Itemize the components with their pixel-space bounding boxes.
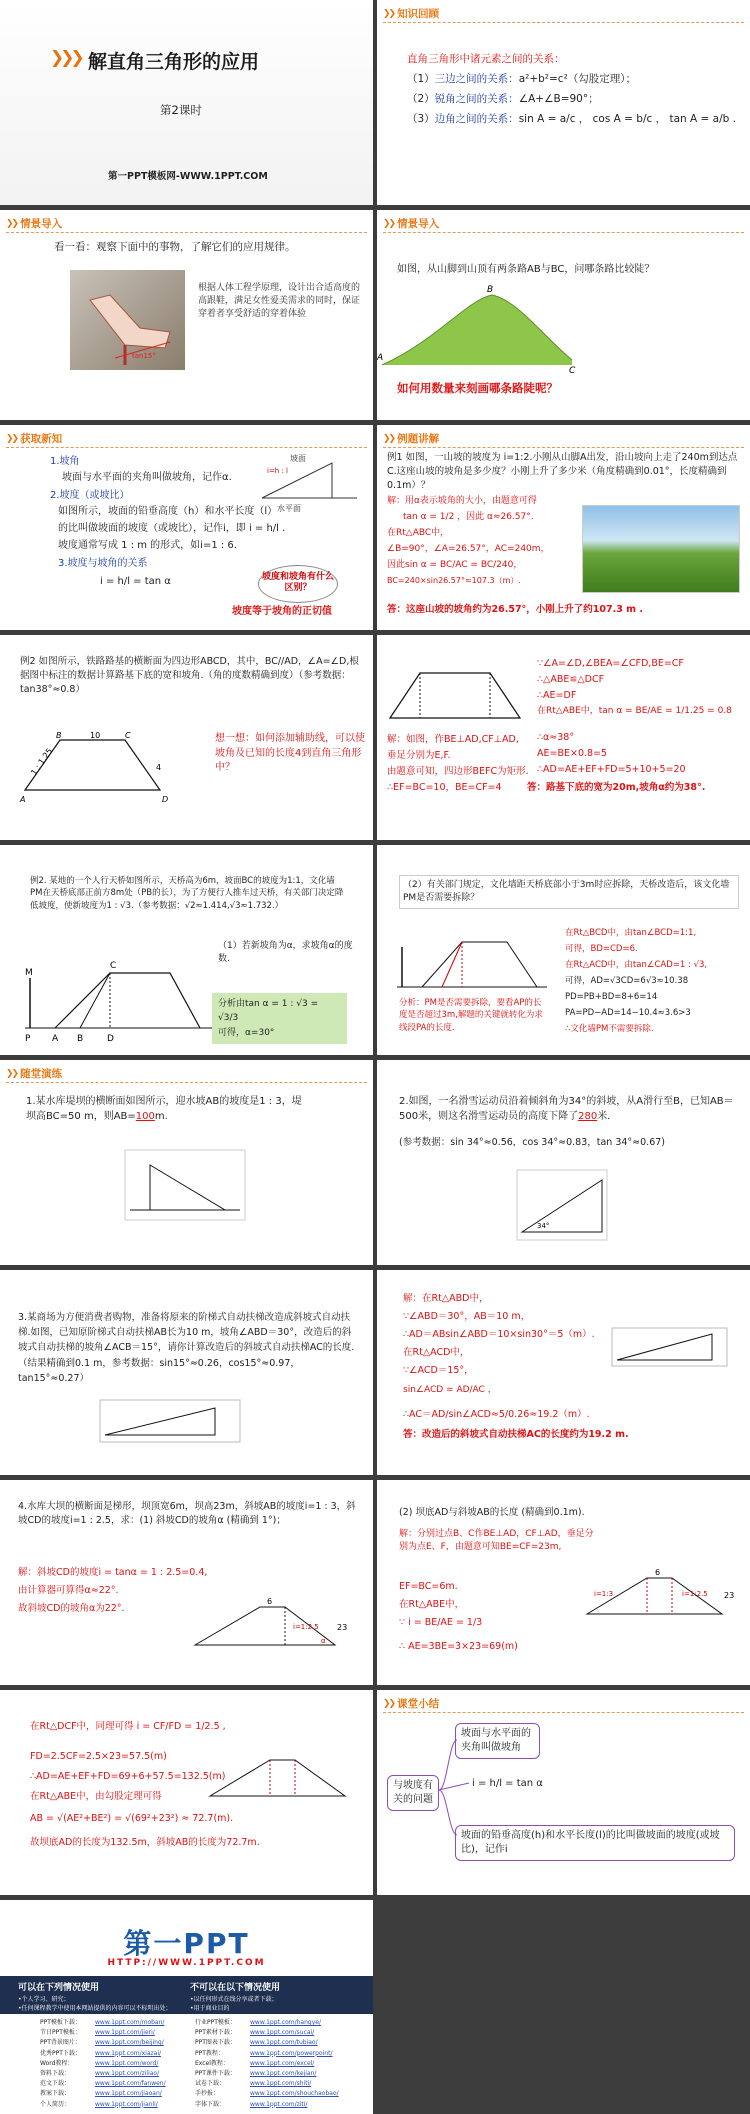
empty-panel — [377, 1900, 750, 2114]
point-c: C — [569, 366, 576, 376]
answer-4: ∵ i = BE/AE = 1/3 — [399, 1617, 483, 1628]
label-i: i=1:2.5 — [293, 1623, 319, 1631]
chevron-arrows-icon: ❯❯❯ — [50, 48, 81, 68]
summary-node-angle: 坡面与水平面的夹角叫做坡角 — [455, 1723, 540, 1759]
link-label: Excel教程： — [195, 2059, 229, 2067]
relation-1: （1）三边之间的关系：a²+b²=c²（勾股定理）； — [407, 73, 637, 85]
label-top: 10 — [90, 731, 101, 740]
slide-practice-4-part2 — [377, 1480, 750, 1685]
section-header: ❯❯ 随堂演练 — [6, 1068, 63, 1080]
slide-practice-4-part3 — [0, 1690, 373, 1895]
label-horizontal: 水平面 — [277, 504, 301, 513]
topic-3-formula: i = h/l = tan α — [100, 576, 171, 587]
link-label: PPT教程： — [195, 2049, 224, 2057]
slide-review — [377, 0, 750, 205]
label-alpha: α — [321, 1637, 326, 1645]
resource-link[interactable]: www.1ppt.com/tubiao/ — [250, 2039, 318, 2047]
slide-example-2-solution — [377, 635, 750, 840]
topic-1-desc: 坡面与水平面的夹角叫做坡角，记作α. — [62, 472, 232, 483]
resource-link[interactable]: www.1ppt.com/xiazai/ — [95, 2049, 162, 2057]
step-5: ∵∠ACD＝15°， — [403, 1365, 474, 1376]
slide-practice-2 — [377, 1060, 750, 1265]
logo-text: 第一PPT — [123, 1927, 250, 1960]
divider — [383, 1712, 744, 1713]
point-c: C — [110, 961, 117, 971]
section-header: ❯❯ 获取新知 — [6, 433, 63, 445]
chevron-icon: ❯❯ — [383, 8, 395, 19]
divider — [6, 232, 367, 233]
link-label: PPT图表下载： — [195, 2039, 236, 2047]
relation-2: （2）锐角之间的关系：∠A+∠B=90°； — [407, 93, 599, 105]
topic-2-desc-1: 如图所示，坡面的铅垂高度（h）和水平长度（l） — [58, 506, 278, 517]
step-2: ∵∠ABD＝30°，AB＝10 m， — [403, 1311, 531, 1322]
resource-link[interactable]: www.1ppt.com/beijing/ — [95, 2039, 164, 2047]
label-slope: 坡面 — [290, 454, 306, 463]
step-5: AB = √(AE²+BE²) = √(69²+23²) ≈ 72.7(m). — [30, 1813, 234, 1824]
trapezoid-diagram — [20, 730, 180, 810]
resource-link[interactable]: www.1ppt.com/ziti/ — [250, 2100, 308, 2108]
summary-node-formula: i = h/l = tan α — [472, 1778, 543, 1789]
slide-practice-3 — [0, 1270, 373, 1475]
answer: 答：改造后的斜坡式自动扶梯AC的长度约为19.2 m. — [403, 1429, 629, 1440]
cannot-use-heading: 不可以在以下情况使用 — [190, 1983, 281, 1993]
answer-2: EF=BC=6m. — [399, 1581, 458, 1592]
divider — [6, 1082, 367, 1083]
footer-text: 第一PPT模板网-WWW.1PPT.COM — [108, 171, 268, 182]
label-slope: 1 : 1.25 — [29, 746, 55, 777]
question-2: 如何用数量来刻画哪条路陡呢？ — [397, 381, 558, 395]
section-header: ❯❯ 情景导入 — [383, 218, 440, 230]
link-row — [40, 2018, 360, 2028]
link-row — [40, 2059, 360, 2069]
question: 2.如图，一名滑雪运动员沿着倾斜角为34°的斜坡，从A滑行至B，已知AB＝500米，则这名滑雪运动员的高度下降了280米． — [399, 1096, 734, 1122]
chevron-icon: ❯❯ — [383, 433, 395, 444]
point-p: P — [25, 1034, 31, 1044]
question: 4.水库大坝的横断面是梯形，坝顶宽6m，坝高23m，斜坡AB的坡度i=1 : 3，斜坡CD的坡度i=1 : 2.5，求：(1) 斜坡CD的坡角α (精确到 1°)； — [18, 1501, 356, 1526]
summary-root: 与坡度有关的问题 — [387, 1775, 439, 1811]
escalator-diagram — [100, 1400, 240, 1442]
r-3: 在Rt△ACD中，由tan∠CAD=1 : √3, — [565, 960, 708, 970]
resource-link[interactable]: www.1ppt.com/shouchaobao/ — [250, 2090, 339, 2098]
usage-band — [0, 1976, 373, 2014]
slide-summary — [377, 1690, 750, 1895]
description: 根据人体工程学原理，设计出合适高度的高跟鞋，满足女性爱美需求的同时，保证穿着者享受舒适的穿着体验 — [198, 283, 361, 320]
section-header: ❯❯ 课堂小结 — [383, 1698, 440, 1710]
cannot-use-2: •用于商业目的 — [190, 2005, 230, 2012]
r-4: 可得，AD=√3CD=6√3≈10.38 — [565, 976, 689, 986]
answer-3: 故斜坡CD的坡角α为22°. — [18, 1603, 125, 1614]
topic-3: 3.坡度与坡角的关系 — [58, 558, 148, 569]
dam-trapezoid-diagram — [185, 1595, 348, 1655]
high-heel-photo — [70, 270, 185, 370]
summary-node-ratio: 坡面的铅垂高度(h)和水平长度(l)的比叫做坡面的坡度(或坡比)，记作i — [455, 1825, 735, 1861]
step-7: ∴AC＝AD/sin∠ACD≈5/0.26≈19.2（m）. — [403, 1409, 590, 1420]
sol-4: ∠B=90°，∠A=26.57°，AC=240m， — [387, 544, 550, 554]
problem: 例1 如图，一山坡的坡度为 i=1:2.小刚从山脚A出发，沿山坡向上走了240m到达点C.这座山坡的坡角是多少度？小刚上升了多少米（角度精确到0.01°，长度精确到0.1m）？ — [387, 452, 738, 491]
hint-box — [212, 993, 347, 1044]
link-label: 教案下载： — [40, 2090, 71, 2098]
sol-1: 解：用α表示坡角的大小，由题意可得 — [387, 496, 537, 506]
link-label: 个人简历： — [40, 2100, 71, 2108]
bridge-diagram — [25, 953, 215, 1043]
point-b: B — [77, 1034, 84, 1044]
r-6: PA=PD−AD=14−10.4≈3.6>3 — [565, 1008, 691, 1018]
problem: 例2 如图所示，铁路路基的横断面为四边形ABCD，其中，BC//AD，∠A=∠D,根据图中标注的数据计算路基下底的宽和坡角.（角的度数精确到度）（参考数据：tan38°≈0.8） — [20, 656, 359, 695]
can-use-2: •任何课程教学中使用本网站提供的内容可以不标明出处； — [18, 2005, 172, 2012]
topic-2-desc-2: 的比叫做坡面的坡度（或坡比），记作i，即 i = h/l . — [58, 523, 286, 534]
bridge-mini-diagram — [397, 927, 547, 997]
escalator-mini-diagram — [612, 1328, 727, 1366]
footnote: 坡度等于坡角的正切值 — [232, 606, 332, 617]
step-5: ∴α≈38° — [537, 732, 575, 743]
sol-3: 在Rt△ABC中， — [387, 528, 450, 538]
dam-aux-diagram-2 — [205, 1750, 365, 1806]
slide-scene-1 — [0, 210, 373, 420]
link-label: Word教程： — [40, 2059, 74, 2067]
sol-5: 因此sin α = BC/AC = BC/240， — [387, 560, 523, 570]
step-6: sin∠ACD = AD/AC ， — [403, 1385, 497, 1395]
slide-scene-2 — [377, 210, 750, 420]
step-6: AE=BE×0.8=5 — [537, 748, 608, 759]
resource-link[interactable]: www.1ppt.com/powerpoint/ — [250, 2049, 333, 2057]
point-m: M — [25, 968, 33, 978]
question-cloud: 坡度和坡角有什么区别？ — [258, 565, 338, 603]
hill-diagram — [377, 280, 750, 376]
topic-2-desc-3: 坡度通常写成 1 : m 的形式，如i=1 : 6. — [58, 540, 237, 551]
point-b: B — [487, 285, 494, 295]
aux-2: 垂足分别为E,F. — [387, 750, 451, 761]
label-top: 6 — [655, 1568, 661, 1577]
r-2: 可得，BD=CD=6. — [565, 944, 638, 954]
link-label: PPT背景图片： — [40, 2039, 81, 2047]
answer-5: ∴ AE=3BE=3×23=69(m) — [399, 1641, 518, 1652]
link-label: 行业PPT模板： — [195, 2019, 236, 2026]
slide-bridge — [0, 845, 373, 1055]
section-header: ❯❯ 例题讲解 — [383, 433, 440, 445]
can-use-1: •个人学习、研究； — [18, 1996, 70, 2003]
link-label: PPT素材下载： — [195, 2029, 236, 2037]
chevron-icon: ❯❯ — [6, 433, 18, 444]
think-prompt: 想一想：如何添加辅助线，可以使坡角及已知的长度4到直角三角形中？ — [215, 733, 365, 773]
topic-2: 2.坡度（或坡比） — [50, 490, 130, 501]
label-height: 23 — [724, 1591, 735, 1600]
question-1: （1）若新坡角为α，求坡角α的度数. — [218, 941, 353, 965]
question: (2) 坝底AD与斜坡AB的长度 (精确到0.1m). — [399, 1507, 585, 1518]
label-i1: i=1:3 — [594, 1590, 614, 1598]
resource-link[interactable]: www.1ppt.com/jianli/ — [95, 2100, 158, 2108]
point-d: D — [107, 1034, 114, 1044]
label-height: 23 — [337, 1623, 348, 1632]
answer: 答：这座山坡的坡角约为26.57°，小刚上升了约107.3 m . — [387, 604, 643, 615]
label-top: 6 — [267, 1597, 273, 1606]
resource-link[interactable]: www.1ppt.com/fanwen/ — [95, 2080, 166, 2088]
step-1: 在Rt△DCF中，同理可得 i = CF/FD = 1/2.5 , — [30, 1721, 226, 1732]
aux-4: ∴EF=BC=10，BE=CF=4 — [387, 782, 502, 793]
question: 3.某商场为方便消费者购物，准备将原来的阶梯式自动扶梯改造成斜坡式自动扶梯.如图，已知原阶梯式自动扶梯AB长为10 m，坡角∠ABD＝30°，改造后的斜坡式自动扶梯的坡角∠ACB＝15°，请你计算改造后的斜坡式自动扶梯AC的长度.（结果精确到0.1 m，参考数据：sin15°≈0.26，cos15°≈0.97，tan15°≈0.27） — [18, 1312, 355, 1384]
divider — [383, 232, 744, 233]
chevron-icon: ❯❯ — [6, 218, 18, 229]
hint-1: 分析由tan α = 1 : √3 = √3/3 — [218, 999, 319, 1024]
link-row — [40, 2079, 360, 2089]
link-label: 范文下载： — [40, 2080, 71, 2088]
point-d: D — [162, 795, 169, 804]
link-label: PPT课件下载： — [195, 2069, 236, 2077]
resource-link[interactable]: www.1ppt.com/shiti/ — [250, 2080, 312, 2088]
step-6: 故坝底AD的长度为132.5m，斜坡AB的长度为72.7m. — [30, 1837, 260, 1848]
intro: 直角三角形中诸元素之间的关系： — [407, 53, 565, 65]
link-label: 试卷下载： — [195, 2080, 226, 2088]
point-a: A — [377, 353, 384, 363]
section-header: ❯❯ 情景导入 — [6, 218, 63, 230]
chevron-icon: ❯❯ — [6, 1068, 18, 1079]
divider — [383, 22, 744, 23]
resource-link[interactable]: www.1ppt.com/jiaoan/ — [95, 2090, 162, 2098]
chevron-icon: ❯❯ — [383, 218, 395, 229]
label-i2: i=1:2.5 — [682, 1590, 708, 1598]
slide-ad — [0, 1900, 373, 2114]
slide-example-2 — [0, 635, 373, 840]
label-i: i=h : l — [267, 467, 288, 475]
slide-practice-4 — [0, 1480, 373, 1685]
link-label: 节日PPT模板： — [40, 2029, 81, 2037]
answer-3: 在Rt△ABE中， — [399, 1599, 465, 1610]
step-4: 在Rt△ACD中， — [403, 1347, 470, 1358]
subtitle: 第2课时 — [160, 103, 202, 117]
point-a: A — [20, 795, 26, 804]
intro: 看一看：观察下面中的事物，了解它们的应用规律。 — [54, 241, 296, 253]
relation-3: （3）边角之间的关系：sin A = a/c ， cos A = b/c ， tan A = a/b . — [407, 113, 736, 125]
step-7: ∴AD=AE+EF+FD=5+10+5=20 — [537, 764, 686, 775]
analysis: 分析：PM是否需要拆除，要看AP的长度是否超过3m,解题的关键就转化为求线段PA的长度. — [399, 998, 543, 1033]
answer: 100 — [135, 1110, 155, 1122]
answer: 答：路基下底的宽为20m,坡角α约为38°. — [527, 782, 706, 793]
aux-1: 解：如图，作BE⊥AD,CF⊥AD, — [387, 734, 519, 745]
r-7: ∴文化墙PM不需要拆除. — [565, 1024, 654, 1034]
slide-new-knowledge — [0, 425, 373, 630]
cannot-use-1: •以任何形式在线分享或者下载； — [190, 1996, 278, 2003]
step-2: ∴△ABE≌△DCF — [537, 674, 605, 685]
chevron-icon: ❯❯ — [383, 1698, 395, 1709]
can-use-heading: 可以在下列情况使用 — [18, 1983, 100, 1993]
page-title: 解直角三角形的应用 — [88, 51, 260, 73]
heel-sketch — [70, 270, 185, 370]
link-label: 字体下载： — [195, 2100, 226, 2108]
r-1: 在Rt△BCD中，由tan∠BCD=1:1, — [565, 928, 697, 938]
resource-link[interactable]: www.1ppt.com/moban/ — [95, 2019, 165, 2026]
step-2: FD=2.5CF=2.5×23=57.5(m) — [30, 1751, 167, 1762]
answer-2: 由计算器可算得α≈22°. — [18, 1585, 119, 1596]
ski-diagram — [517, 1170, 607, 1240]
link-row — [40, 2028, 360, 2038]
trapezoid-aux-diagram — [385, 653, 525, 733]
divider — [6, 447, 367, 448]
resource-link[interactable]: www.1ppt.com/word/ — [95, 2059, 159, 2067]
connector-lines — [439, 1735, 469, 1855]
link-row — [40, 2100, 360, 2110]
resource-link[interactable]: www.1ppt.com/jieri/ — [95, 2029, 155, 2037]
resource-link[interactable]: www.1ppt.com/sucai/ — [250, 2029, 315, 2037]
question: 1.某水库堤坝的横断面如图所示，迎水坡AB的坡度是1 : 3，堤坝高BC=50 m，则AB=100m. — [26, 1096, 302, 1122]
angle-label: 34° — [537, 1222, 550, 1230]
dam-aux-diagram — [582, 1566, 735, 1626]
link-label: PPT模板下载： — [40, 2019, 81, 2026]
slide-practice-1 — [0, 1060, 373, 1265]
link-label: 资料下载： — [40, 2069, 71, 2077]
point-c: C — [125, 731, 131, 740]
link-row — [40, 2069, 360, 2079]
link-label: 手抄报： — [195, 2090, 220, 2098]
slide-example-1 — [377, 425, 750, 630]
link-list — [40, 2018, 360, 2110]
step-3: ∴AD=AE+EF+FD=69+6+57.5=132.5(m) — [30, 1771, 226, 1782]
problem: 例2. 某地的一个人行天桥如图所示，天桥高为6m，坡面BC的坡度为1:1，文化墙PM在天桥底部正前方8m处（PB的长），为了方便行人推车过天桥，有关部门决定降低坡度，使新坡度为1 : √3.（参考数据：√2≈1.414,√3≈1.732.） — [30, 876, 344, 911]
reference: (参考数据：sin 34°≈0.56，cos 34°≈0.83，tan 34°≈0.67) — [399, 1137, 665, 1148]
link-row — [40, 2089, 360, 2099]
slide-practice-3-solution — [377, 1270, 750, 1475]
r-5: PD=PB+BD=8+6=14 — [565, 992, 658, 1002]
step-1: ∵∠A=∠D,∠BEA=∠CFD,BE=CF — [537, 658, 684, 669]
step-3: ∴AE=DF — [537, 690, 577, 701]
resource-link[interactable]: www.1ppt.com/ziliao/ — [95, 2069, 160, 2077]
link-row — [40, 2038, 360, 2048]
question: 如图，从山脚到山顶有两条路AB与BC，问哪条路比较陡？ — [397, 264, 655, 275]
label-height: 4 — [156, 763, 162, 772]
answer-1: 解：分别过点B、C作BE⊥AD，CF⊥AD，垂足分别为点E、F，由题意可知BE=CF=23m, — [399, 1529, 594, 1553]
sol-2: tan α = 1/2 ，因此 α≈26.57°. — [403, 512, 534, 522]
slide-bridge-solution — [377, 845, 750, 1055]
step-4: 在Rt△ABE中，tan α = BE/AE = 1/1.25 = 0.8 — [537, 706, 732, 716]
slope-diagram — [262, 453, 362, 513]
point-b: B — [56, 731, 62, 740]
resource-link[interactable]: www.1ppt.com/kejian/ — [250, 2069, 317, 2077]
step-1: 解：在Rt△ABD中， — [403, 1293, 489, 1304]
question-2: （2）有关部门规定，文化墙距天桥底部小于3m时应拆除，天桥改造后，该文化墙PM是否需要拆除？ — [399, 875, 739, 909]
resource-link[interactable]: www.1ppt.com/excel/ — [250, 2059, 315, 2067]
link-row — [40, 2049, 360, 2059]
hint-2: 可得，α=30° — [218, 1027, 275, 1038]
sol-6: BC=240×sin26.57°≈107.3（m）. — [387, 576, 521, 585]
answer: 280 — [578, 1110, 598, 1122]
point-a: A — [52, 1034, 59, 1044]
link-label: 优秀PPT下载： — [40, 2049, 81, 2057]
pic-label: tan15° — [132, 352, 156, 360]
answer-1: 解：斜坡CD的坡度i = tanα = 1 : 2.5=0.4, — [18, 1567, 208, 1578]
hillside-photo — [582, 505, 740, 593]
logo-url: HTTP://WWW.1PPT.COM — [107, 1958, 266, 1968]
resource-link[interactable]: www.1ppt.com/hangye/ — [250, 2019, 321, 2026]
step-3: ∴AD＝ABsin∠ABD＝10×sin30°＝5（m）. — [403, 1329, 595, 1340]
step-4: 在Rt△ABE中，由勾股定理可得 — [30, 1791, 162, 1802]
dam-diagram — [125, 1150, 245, 1220]
slide-title — [0, 0, 373, 205]
topic-1: 1.坡角 — [50, 456, 80, 467]
divider — [383, 447, 744, 448]
aux-3: 由题意可知，四边形BEFC为矩形. — [387, 766, 529, 777]
section-header: ❯❯ 知识回顾 — [383, 8, 440, 20]
